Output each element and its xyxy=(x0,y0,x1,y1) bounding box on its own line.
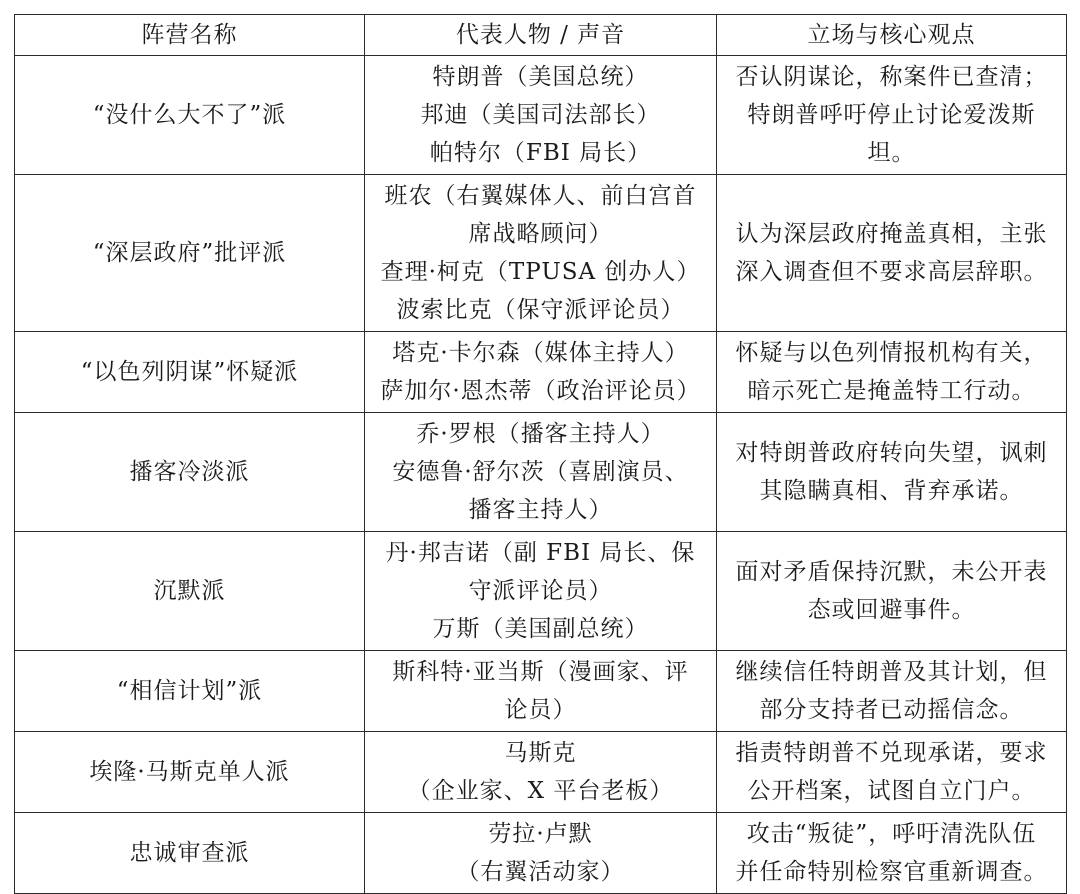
figures-cell xyxy=(365,732,717,813)
position-line: 暗示死亡是掩盖特工行动。 xyxy=(747,378,1036,404)
table-row xyxy=(15,813,1067,894)
figure-line: 丹·邦吉诺（副 FBI 局长、保 xyxy=(385,540,696,566)
table-header xyxy=(15,15,1067,56)
figures-cell xyxy=(365,175,717,332)
position-line: 态或回避事件。 xyxy=(807,597,976,623)
header-row xyxy=(15,15,1067,56)
position-line: 继续信任特朗普及其计划，但 xyxy=(735,659,1048,685)
header-position: 立场与核心观点 xyxy=(717,15,1067,56)
figure-line: 斯科特·亚当斯（漫画家、评 xyxy=(392,659,689,685)
figure-line: 班农（右翼媒体人、前白宫首 xyxy=(384,183,697,209)
camp-name-cell: “相信计划”派 xyxy=(15,651,365,732)
figure-line: 安德鲁·舒尔茨（喜剧演员、 xyxy=(392,459,689,485)
figure-line: 守派评论员） xyxy=(468,578,613,604)
position-line: 面对矛盾保持沉默，未公开表 xyxy=(735,559,1048,585)
figures-cell xyxy=(365,413,717,532)
table-row xyxy=(15,413,1067,532)
position-cell xyxy=(717,175,1067,332)
camp-name-cell: “深层政府”批评派 xyxy=(15,175,365,332)
table-row xyxy=(15,332,1067,413)
camp-name-cell: 播客冷淡派 xyxy=(15,413,365,532)
position-line: 否认阴谋论，称案件已查清； xyxy=(735,64,1048,90)
figure-line: （右翼活动家） xyxy=(456,859,625,885)
position-line: 指责特朗普不兑现承诺，要求 xyxy=(735,740,1048,766)
position-line: 并任命特别检察官重新调查。 xyxy=(735,859,1048,885)
figure-line: 席战略顾问） xyxy=(468,221,613,247)
figure-line: 乔·罗根（播客主持人） xyxy=(416,421,665,447)
figure-line: 塔克·卡尔森（媒体主持人） xyxy=(392,340,689,366)
figures-cell xyxy=(365,56,717,175)
position-line: 攻击“叛徒”，呼吁清洗队伍 xyxy=(746,821,1037,847)
figure-line: 波索比克（保守派评论员） xyxy=(396,297,685,323)
figures-cell xyxy=(365,332,717,413)
table-row xyxy=(15,175,1067,332)
position-cell xyxy=(717,413,1067,532)
position-line: 认为深层政府掩盖真相，主张 xyxy=(735,221,1048,247)
table-row xyxy=(15,651,1067,732)
figure-line: 劳拉·卢默 xyxy=(488,821,593,847)
figure-line: 马斯克 xyxy=(504,740,577,766)
figure-line: 帕特尔（FBI 局长） xyxy=(429,140,652,166)
table-row xyxy=(15,732,1067,813)
position-line: 对特朗普政府转向失望，讽刺 xyxy=(735,440,1048,466)
position-cell xyxy=(717,56,1067,175)
position-line: 怀疑与以色列情报机构有关， xyxy=(735,340,1048,366)
position-line: 公开档案，试图自立门户。 xyxy=(747,778,1036,804)
position-cell xyxy=(717,332,1067,413)
table-row xyxy=(15,56,1067,175)
table-row xyxy=(15,532,1067,651)
camp-name-cell: 埃隆·马斯克单人派 xyxy=(15,732,365,813)
position-line: 其隐瞒真相、背弃承诺。 xyxy=(759,478,1024,504)
camp-name-cell: 忠诚审查派 xyxy=(15,813,365,894)
figure-line: 万斯（美国副总统） xyxy=(432,616,649,642)
figure-line: 查理·柯克（TPUSA 创办人） xyxy=(380,259,701,285)
position-line: 坦。 xyxy=(867,140,916,166)
figures-cell xyxy=(365,532,717,651)
figure-line: 特朗普（美国总统） xyxy=(432,64,649,90)
camp-name-cell: “没什么大不了”派 xyxy=(15,56,365,175)
position-cell xyxy=(717,532,1067,651)
camp-table xyxy=(14,14,1067,894)
camp-name-cell: 沉默派 xyxy=(15,532,365,651)
position-cell xyxy=(717,813,1067,894)
figure-line: 萨加尔·恩杰蒂（政治评论员） xyxy=(380,378,701,404)
figure-line: 播客主持人） xyxy=(468,497,613,523)
header-figures: 代表人物 / 声音 xyxy=(365,15,717,56)
figures-cell xyxy=(365,651,717,732)
figure-line: （企业家、X 平台老板） xyxy=(407,778,674,804)
position-line: 深入调查但不要求高层辞职。 xyxy=(735,259,1048,285)
camp-name-cell: “以色列阴谋”怀疑派 xyxy=(15,332,365,413)
figures-cell xyxy=(365,813,717,894)
position-line: 部分支持者已动摇信念。 xyxy=(759,697,1024,723)
figure-line: 邦迪（美国司法部长） xyxy=(420,102,661,128)
header-camp-name: 阵营名称 xyxy=(15,15,365,56)
position-line: 特朗普呼吁停止讨论爱泼斯 xyxy=(747,102,1036,128)
table-body xyxy=(15,56,1067,894)
position-cell xyxy=(717,651,1067,732)
position-cell xyxy=(717,732,1067,813)
figure-line: 论员） xyxy=(504,697,577,723)
